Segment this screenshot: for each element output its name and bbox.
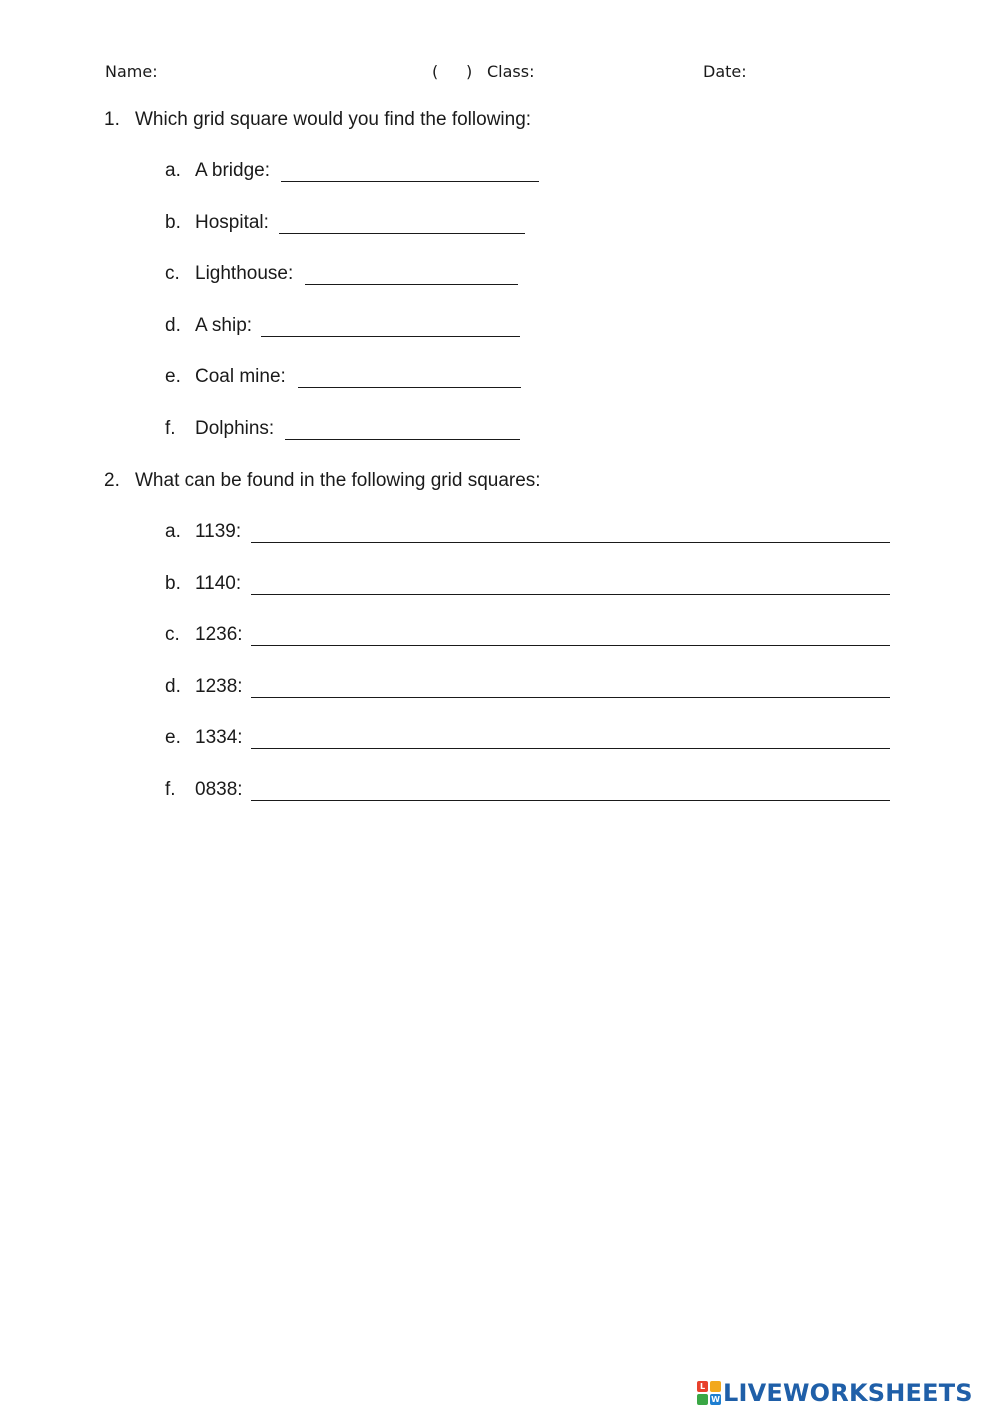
answer-blank[interactable] [251, 594, 890, 595]
answer-blank[interactable] [251, 542, 890, 543]
item-letter: c. [165, 263, 180, 284]
item-letter: f. [165, 779, 176, 800]
item-label: 0838: [195, 779, 243, 800]
question-text: Which grid square would you find the following: [135, 109, 532, 130]
item-label: Hospital: [195, 212, 269, 233]
item-letter: c. [165, 624, 180, 645]
question-number: 2. [104, 470, 120, 491]
answer-blank[interactable] [251, 748, 890, 749]
index-paren-open: ( [432, 62, 439, 81]
item-label: A ship: [195, 315, 253, 336]
logo-icon-cell [710, 1381, 721, 1392]
answer-blank[interactable] [281, 181, 539, 182]
worksheet-header [0, 60, 1000, 84]
item-label: 1236: [195, 624, 243, 645]
item-label: 1334: [195, 727, 243, 748]
question-text: What can be found in the following grid squares: [135, 470, 541, 491]
liveworksheets-logo [697, 1379, 993, 1407]
liveworksheets-logo-icon [697, 1381, 721, 1405]
answer-blank[interactable] [305, 284, 518, 285]
item-label: 1238: [195, 676, 243, 697]
item-label: Coal mine: [195, 366, 286, 387]
item-letter: d. [165, 315, 181, 336]
item-label: Dolphins: [195, 418, 275, 439]
name-label: Name: [105, 62, 158, 81]
answer-blank[interactable] [251, 645, 890, 646]
answer-blank[interactable] [261, 336, 520, 337]
item-label: Lighthouse: [195, 263, 294, 284]
item-letter: a. [165, 160, 181, 181]
item-letter: f. [165, 418, 176, 439]
answer-blank[interactable] [285, 439, 520, 440]
question-number: 1. [104, 109, 120, 130]
answer-blank[interactable] [298, 387, 521, 388]
item-label: 1140: [195, 573, 242, 594]
item-letter: d. [165, 676, 181, 697]
answer-blank[interactable] [251, 697, 890, 698]
item-label: 1139: [195, 521, 242, 542]
answer-blank[interactable] [279, 233, 525, 234]
item-letter: e. [165, 727, 181, 748]
index-paren-close: ) [466, 62, 473, 81]
item-letter: a. [165, 521, 181, 542]
logo-icon-cell: L [697, 1381, 708, 1392]
logo-text: LIVEWORKSHEETS [723, 1379, 973, 1407]
date-label: Date: [703, 62, 747, 81]
item-letter: b. [165, 573, 181, 594]
class-label: Class: [487, 62, 535, 81]
item-label: A bridge: [195, 160, 270, 181]
answer-blank[interactable] [251, 800, 890, 801]
logo-icon-cell: W [711, 1395, 720, 1404]
item-letter: b. [165, 212, 181, 233]
logo-icon-cell [697, 1394, 708, 1405]
item-letter: e. [165, 366, 181, 387]
